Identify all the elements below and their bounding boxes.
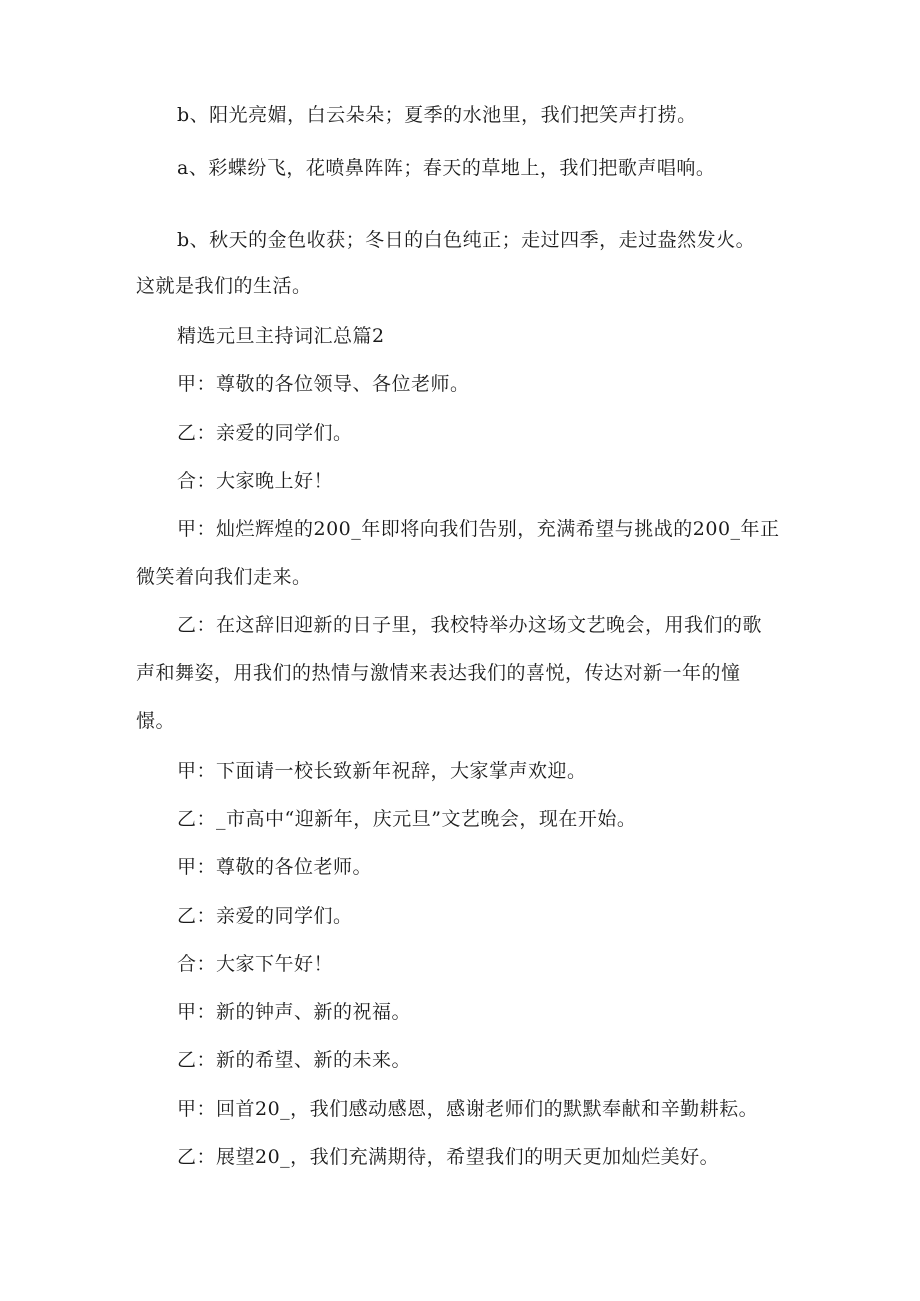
section-heading: 精选元旦主持词汇总篇2 xyxy=(177,325,385,347)
paragraph-line: 甲：灿烂辉煌的200_年即将向我们告别，充满希望与挑战的200_年正 xyxy=(177,518,780,540)
paragraph-line: 微笑着向我们走来。 xyxy=(136,566,312,588)
paragraph-line: 合：大家下午好！ xyxy=(177,953,334,975)
paragraph-line: 憬。 xyxy=(136,710,176,732)
paragraph-line: b、秋天的金色收获；冬日的白色纯正；走过四季，走过盎然发火。 xyxy=(177,229,756,251)
paragraph-line: 乙：在这辞旧迎新的日子里，我校特举办这场文艺晚会，用我们的歌 xyxy=(177,614,763,636)
paragraph-line: 声和舞姿，用我们的热情与激情来表达我们的喜悦，传达对新一年的憧 xyxy=(136,662,741,684)
paragraph-line: b、阳光亮媚，白云朵朵；夏季的水池里，我们把笑声打捞。 xyxy=(177,104,697,126)
paragraph-line: 甲：尊敬的各位领导、各位老师。 xyxy=(177,373,470,395)
paragraph-line: a、彩蝶纷飞，花喷鼻阵阵；春天的草地上，我们把歌声唱响。 xyxy=(177,157,716,179)
paragraph-line: 这就是我们的生活。 xyxy=(136,275,312,297)
paragraph-line: 乙：新的希望、新的未来。 xyxy=(177,1049,412,1071)
paragraph-line: 甲：尊敬的各位老师。 xyxy=(177,856,373,878)
paragraph-line: 甲：新的钟声、新的祝福。 xyxy=(177,1001,412,1023)
paragraph-line: 乙：亲爱的同学们。 xyxy=(177,422,353,444)
paragraph-line: 甲：下面请一校长致新年祝辞，大家掌声欢迎。 xyxy=(177,760,587,782)
paragraph-line: 乙：_市高中“迎新年，庆元旦”文艺晚会，现在开始。 xyxy=(177,808,637,830)
paragraph-line: 乙：展望20_，我们充满期待，希望我们的明天更加灿烂美好。 xyxy=(177,1146,720,1168)
paragraph-line: 合：大家晚上好！ xyxy=(177,470,334,492)
paragraph-line: 甲：回首20_，我们感动感恩，感谢老师们的默默奉献和辛勤耕耘。 xyxy=(177,1098,759,1120)
paragraph-line: 乙：亲爱的同学们。 xyxy=(177,905,353,927)
